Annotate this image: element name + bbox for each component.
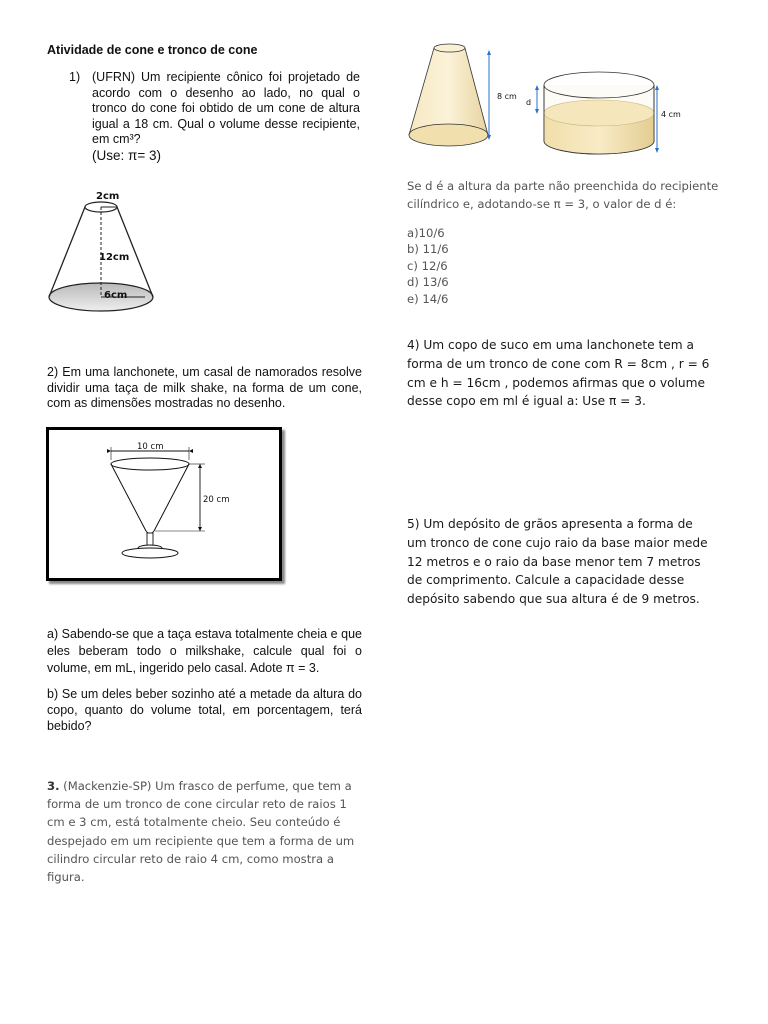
question-1-text: (UFRN) Um recipiente cônico foi projetado de acordo com o desenho ao lado, no qual o tronco do cone foi obtido de um cone de altura igual a 18 cm. Qual o volume desse recipiente, em cm³? xyxy=(92,70,360,146)
question-1-hint: (Use: π= 3) xyxy=(92,148,161,163)
question-2-intro: 2) Em uma lanchonete, um casal de namorados resolve dividir uma taça de milk shake, na forma de um cone, com as dimensões mostradas no desenho. xyxy=(47,365,362,410)
question-3-body: (Mackenzie-SP) Um frasco de perfume, que tem a forma de um tronco de cone circular reto de raios 1 cm e 3 cm, está totalmente cheio. Seu conteúdo é despejado em um recipiente que tem a forma de um cilindro circular reto de raio 4 cm, como mostra a figura. xyxy=(47,779,355,885)
question-3-number: 3. xyxy=(47,779,60,793)
question-2-part-b: b) Se um deles beber sozinho até a metade da altura do copo, quanto do volume total, em porcentagem, terá bebido? xyxy=(47,687,362,733)
label-height: 12cm xyxy=(99,252,130,263)
question-3-continuation: Se d é a altura da parte não preenchida do recipiente cilíndrico e, adotando-se π = 3, o valor de d é: xyxy=(407,179,719,212)
milkshake-glass-figure xyxy=(49,430,279,578)
question-3-text xyxy=(47,777,363,886)
question-4-text: 4) Um copo de suco em uma lanchonete tem a forma de um tronco de cone com R = 8cm , r = 6 cm e h = 16cm , podemos afirmas que o volume desse copo em ml é igual a: Use π = 3. xyxy=(407,338,710,409)
label-top-radius: 2cm xyxy=(96,191,120,202)
question-2-part-a: a) Sabendo-se que a taça estava totalmente cheia e que eles beberam todo o milkshake, calcule qual foi o volume, em mL, ingerido pelo casal. Adote π = 3. xyxy=(47,627,362,675)
truncated-cone-figure xyxy=(44,188,159,316)
option-c: c) 12/6 xyxy=(407,258,448,273)
label-cyl-height: 4 cm xyxy=(661,110,681,119)
label-cup-height: 20 cm xyxy=(203,495,230,505)
question-5-text: 5) Um depósito de grãos apresenta a forma de um tronco de cone cujo raio da base maior mede 12 metros e o raio da base menor tem 7 metros de comprimento. Calcule a capacidade desse depósito sabendo que sua altura é de 9 metros. xyxy=(407,517,708,607)
option-a: a)10/6 xyxy=(407,226,445,240)
option-d: d) 13/6 xyxy=(407,275,449,290)
label-d: d xyxy=(526,98,532,107)
frustum-cylinder-figure xyxy=(403,38,688,166)
question-1-number: 1) xyxy=(69,70,81,84)
option-e: e) 14/6 xyxy=(407,291,449,306)
milkshake-glass-frame xyxy=(46,427,282,581)
option-b: b) 11/6 xyxy=(407,242,449,257)
label-frustum-height: 8 cm xyxy=(497,92,517,101)
label-width: 10 cm xyxy=(137,442,164,452)
question-3-options xyxy=(407,224,527,306)
question-1 xyxy=(47,70,363,180)
label-base-radius: 6cm xyxy=(104,290,128,301)
page-title: Atividade de cone e tronco de cone xyxy=(47,43,258,57)
